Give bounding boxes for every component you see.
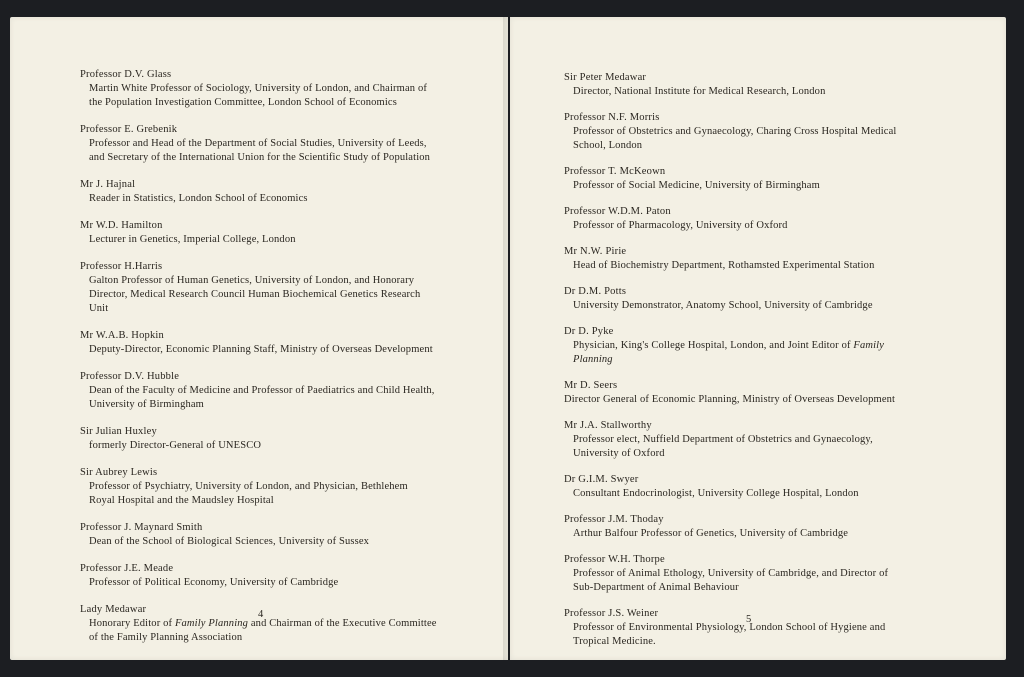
list-item [80,329,490,357]
member-name: Dr D.M. Potts [564,286,627,297]
list-item [564,165,984,193]
title-text: and Chairman of the Executive Committee [248,618,437,629]
member-name: Professor N.F. Morris [564,112,660,123]
member-title: School, London [573,140,643,151]
member-title: the Population Investigation Committee, London School of Economics [89,97,397,108]
member-title: University of Birmingham [89,399,205,410]
list-item [564,607,984,649]
list-item [564,71,984,99]
member-name: Lady Medawar [80,604,147,615]
list-item [80,425,490,453]
publication-title: Family [853,340,885,351]
list-item [80,370,490,412]
member-title: Professor of Political Economy, University of Cambridge [89,577,339,588]
member-name: Professor J.S. Weiner [564,608,659,619]
member-title: Professor elect, Nuffield Department of Obstetrics and Gynaecology, [573,434,873,445]
list-item [80,260,490,316]
list-item [564,205,984,233]
member-title: of the Family Planning Association [89,632,243,643]
member-name: Sir Julian Huxley [80,426,157,437]
member-title: Director, Medical Research Council Human Biochemical Genetics Research [89,289,421,300]
member-title: formerly Director-General of UNESCO [89,440,262,451]
list-item [564,553,984,595]
member-name: Professor H.Harris [80,261,163,272]
member-list-right [564,71,984,661]
member-title: Head of Biochemistry Department, Rothamsted Experimental Station [573,260,875,271]
list-item [564,325,984,367]
page-number: 5 [746,614,752,625]
member-name: Professor J.E. Meade [80,563,174,574]
title-text: Physician, King's College Hospital, London, and Joint Editor of [573,340,854,351]
list-item [80,123,490,165]
member-name: Mr J.A. Stallworthy [564,420,652,431]
member-title: University of Oxford [573,448,665,459]
member-title: Professor of Psychiatry, University of London, and Physician, Bethlehem [89,481,408,492]
member-title: Royal Hospital and the Maudsley Hospital [89,495,274,506]
member-name: Professor W.D.M. Paton [564,206,671,217]
member-title: Lecturer in Genetics, Imperial College, London [89,234,296,245]
member-title: Consultant Endocrinologist, University College Hospital, London [573,488,859,499]
list-item [564,379,984,407]
publication-title: Planning [573,354,613,365]
right-page [510,17,1006,660]
member-name: Professor J. Maynard Smith [80,522,203,533]
list-item [564,285,984,313]
member-list-left [80,68,490,658]
member-title: University Demonstrator, Anatomy School, University of Cambridge [573,300,873,311]
list-item [80,466,490,508]
member-name: Professor J.M. Thoday [564,514,664,525]
member-name: Sir Peter Medawar [564,72,647,83]
member-name: Mr J. Hajnal [80,179,136,190]
member-name: Mr W.D. Hamilton [80,220,163,231]
list-item [564,245,984,273]
member-title: Dean of the Faculty of Medicine and Professor of Paediatrics and Child Health, [89,385,435,396]
member-title [80,617,490,631]
list-item [80,68,490,110]
list-item [564,419,984,461]
member-name: Mr D. Seers [564,380,618,391]
member-title: Unit [89,303,109,314]
member-title: Sub-Department of Animal Behaviour [573,582,739,593]
member-title: Professor of Environmental Physiology, London School of Hygiene and [573,622,886,633]
member-name: Professor T. McKeown [564,166,666,177]
list-item [564,473,984,501]
member-name: Professor E. Grebenik [80,124,178,135]
member-title: Professor of Obstetrics and Gynaecology, Charing Cross Hospital Medical [573,126,897,137]
list-item [80,521,490,549]
title-text: Honorary Editor of [89,618,175,629]
member-name: Mr W.A.B. Hopkin [80,330,165,341]
member-title: Martin White Professor of Sociology, University of London, and Chairman of [89,83,428,94]
member-name: Dr G.I.M. Swyer [564,474,639,485]
member-title: Director General of Economic Planning, Ministry of Overseas Development [564,394,896,405]
list-item [80,562,490,590]
member-name: Sir Aubrey Lewis [80,467,158,478]
member-title: Tropical Medicine. [573,636,656,647]
member-title [564,339,984,353]
list-item [80,178,490,206]
publication-title: Family Planning [174,618,249,629]
member-title: Reader in Statistics, London School of Economics [89,193,308,204]
member-title: Arthur Balfour Professor of Genetics, University of Cambridge [573,528,849,539]
member-title: Dean of the School of Biological Sciences, University of Sussex [89,536,370,547]
member-title [564,353,984,367]
member-name: Dr D. Pyke [564,326,614,337]
member-title: Professor of Animal Ethology, University of Cambridge, and Director of [573,568,889,579]
member-title: Deputy-Director, Economic Planning Staff, Ministry of Overseas Development [89,344,433,355]
page-number: 4 [258,609,264,620]
member-name: Professor W.H. Thorpe [564,554,665,565]
list-item [564,111,984,153]
list-item [564,513,984,541]
member-title: Galton Professor of Human Genetics, University of London, and Honorary [89,275,415,286]
member-title: Director, National Institute for Medical Research, London [573,86,826,97]
list-item [80,219,490,247]
member-title: Professor of Social Medicine, University of Birmingham [573,180,820,191]
member-name: Professor D.V. Glass [80,69,172,80]
list-item [80,603,490,645]
member-title: Professor and Head of the Department of Social Studies, University of Leeds, [89,138,427,149]
member-title: Professor of Pharmacology, University of Oxford [573,220,788,231]
left-page [10,17,508,660]
member-title: and Secretary of the International Union for the Scientific Study of Population [89,152,431,163]
member-name: Professor D.V. Hubble [80,371,180,382]
member-name: Mr N.W. Pirie [564,246,627,257]
